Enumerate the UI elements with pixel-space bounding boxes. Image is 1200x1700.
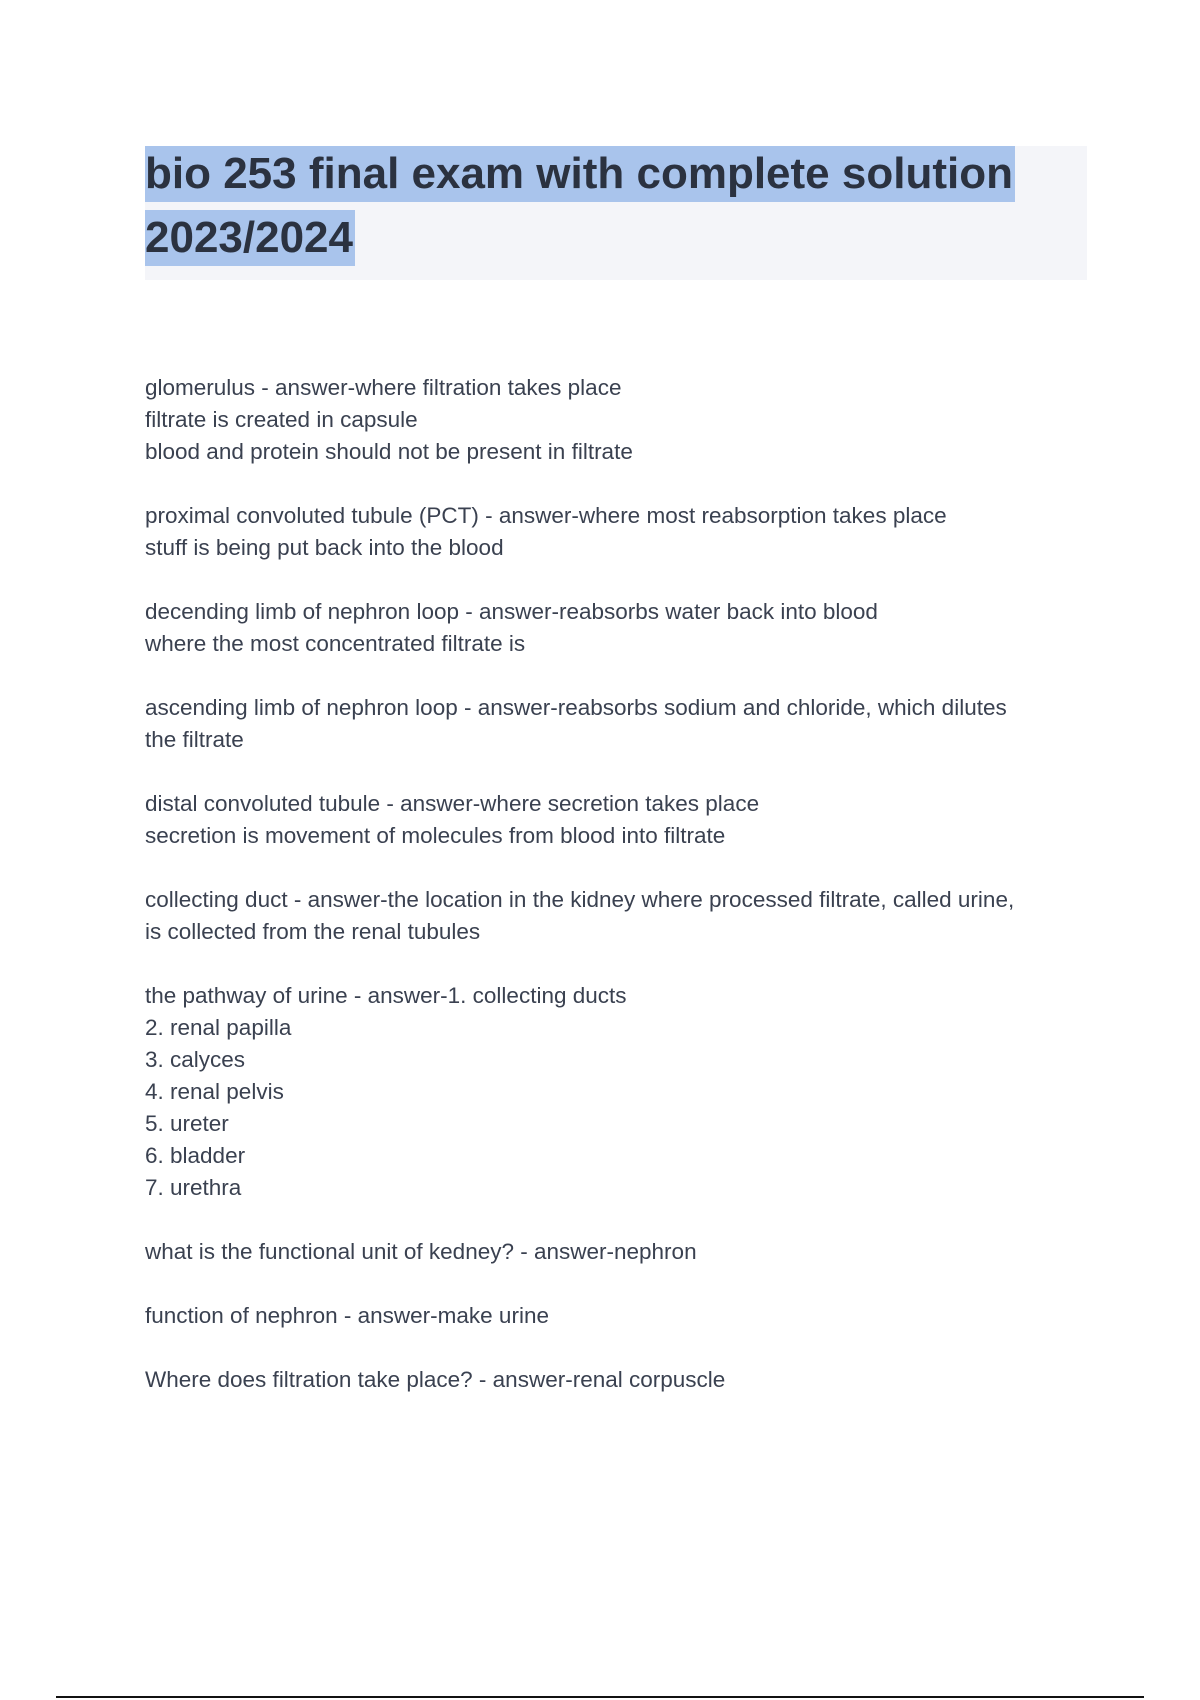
qa-entry-descending-limb (145, 596, 1085, 660)
footer-divider (56, 1696, 1144, 1698)
qa-line: what is the functional unit of kedney? - answer-nephron (145, 1239, 697, 1264)
qa-line: 5. ureter (145, 1111, 229, 1136)
qa-line: blood and protein should not be present in filtrate (145, 439, 633, 464)
qa-line: 2. renal papilla (145, 1015, 292, 1040)
title-block (145, 146, 1087, 280)
qa-line: ascending limb of nephron loop - answer-reabsorbs sodium and chloride, which dilutes (145, 695, 1007, 720)
qa-line: proximal convoluted tubule (PCT) - answer-where most reabsorption takes place (145, 503, 947, 528)
qa-entry-collecting-duct (145, 884, 1085, 948)
qa-line: 6. bladder (145, 1143, 246, 1168)
qa-line: function of nephron - answer-make urine (145, 1303, 549, 1328)
qa-line: stuff is being put back into the blood (145, 535, 504, 560)
qa-entry-functional-unit (145, 1236, 1085, 1268)
qa-entry-pct (145, 500, 1085, 564)
qa-line: glomerulus - answer-where filtration takes place (145, 375, 622, 400)
qa-line: 3. calyces (145, 1047, 246, 1072)
qa-line: Where does filtration take place? - answer-renal corpuscle (145, 1367, 726, 1392)
qa-line: is collected from the renal tubules (145, 919, 481, 944)
qa-line: distal convoluted tubule - answer-where secretion takes place (145, 791, 760, 816)
qa-line: the pathway of urine - answer-1. collecting ducts (145, 983, 627, 1008)
qa-entry-dct (145, 788, 1085, 852)
qa-line: where the most concentrated filtrate is (145, 631, 526, 656)
document-title-line-2[interactable]: 2023/2024 (145, 210, 355, 266)
qa-line: 4. renal pelvis (145, 1079, 284, 1104)
document-body (145, 372, 1085, 1428)
qa-line: filtrate is created in capsule (145, 407, 418, 432)
document-title-line-1[interactable]: bio 253 final exam with complete solution (145, 146, 1015, 202)
qa-line: decending limb of nephron loop - answer-reabsorbs water back into blood (145, 599, 878, 624)
qa-line: collecting duct - answer-the location in the kidney where processed filtrate, called urine, (145, 887, 1015, 912)
qa-entry-filtration-site (145, 1364, 1085, 1396)
qa-entry-ascending-limb (145, 692, 1085, 756)
qa-entry-urine-pathway (145, 980, 1085, 1204)
qa-line: secretion is movement of molecules from blood into filtrate (145, 823, 726, 848)
qa-entry-glomerulus (145, 372, 1085, 468)
qa-entry-nephron-function (145, 1300, 1085, 1332)
qa-line: the filtrate (145, 727, 244, 752)
qa-line: 7. urethra (145, 1175, 242, 1200)
